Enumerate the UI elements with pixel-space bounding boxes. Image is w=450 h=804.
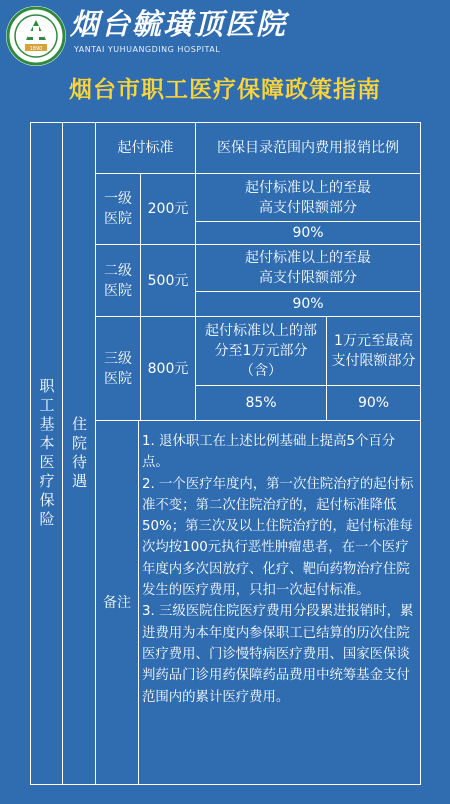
range-1-cell: 起付标准以上的至最高支付限额部分 — [195, 173, 421, 222]
note-3: 3. 三级医院住院医疗费用分段累进报销时，累进费用为本年度内参保职工已结算的历次住院医疗费用、门诊慢特病医疗费用、国家医保谈判药品门诊用药保障药品费用中统筹基金支付范围内的累计医疗费用。 — [142, 604, 414, 705]
notes-label-cell: 备注 — [95, 420, 139, 785]
threshold-1-cell: 200元 — [140, 173, 196, 245]
range-2-cell: 起付标准以上的至最高支付限额部分 — [195, 244, 421, 292]
note-2: 2. 一个医疗年度内，第一次住院治疗的起付标准不变；第二次住院治疗的，起付标准降低50%；第三次及以上住院治疗的，起付标准每次均按100元执行恶性肿瘤患者，在一个医疗年度内多次因放疗、化疗、靶向药物治疗住院发生的医疗费用，只扣一次起付标准。 — [142, 476, 414, 599]
page-title: 烟台市职工医疗保障政策指南 — [69, 77, 381, 103]
hospital-name-en: YANTAI YUHUANGDING HOSPITAL — [74, 45, 221, 54]
hospital-name: 烟台毓璜顶医院 — [70, 7, 288, 41]
subcategory-cell: 住院待遇 — [62, 122, 96, 785]
threshold-2-cell: 500元 — [140, 244, 196, 317]
category-cell: 职工基本医疗保险 — [30, 122, 63, 785]
range-3a-cell: 起付标准以上的部分至1万元部分（含） — [195, 316, 327, 386]
level-1-cell: 一级医院 — [95, 173, 141, 245]
ratio-3b-cell: 90% — [326, 385, 421, 421]
level-3-cell: 三级医院 — [95, 316, 141, 421]
range-3b-cell: 1万元至最高支付限额部分 — [326, 316, 421, 386]
threshold-3-cell: 800元 — [140, 316, 196, 421]
note-1: 1. 退休职工在上述比例基础上提高5个百分点。 — [142, 434, 396, 471]
level-2-cell: 二级医院 — [95, 244, 141, 317]
ratio-2-cell: 90% — [195, 291, 421, 317]
header-ratio: 医保目录范围内费用报销比例 — [195, 122, 421, 174]
header-threshold: 起付标准 — [95, 122, 196, 174]
ratio-3a-cell: 85% — [195, 385, 327, 421]
ratio-1-cell: 90% — [195, 221, 421, 245]
notes-cell — [138, 420, 421, 785]
logo-badge-text: 1890 — [29, 46, 43, 52]
